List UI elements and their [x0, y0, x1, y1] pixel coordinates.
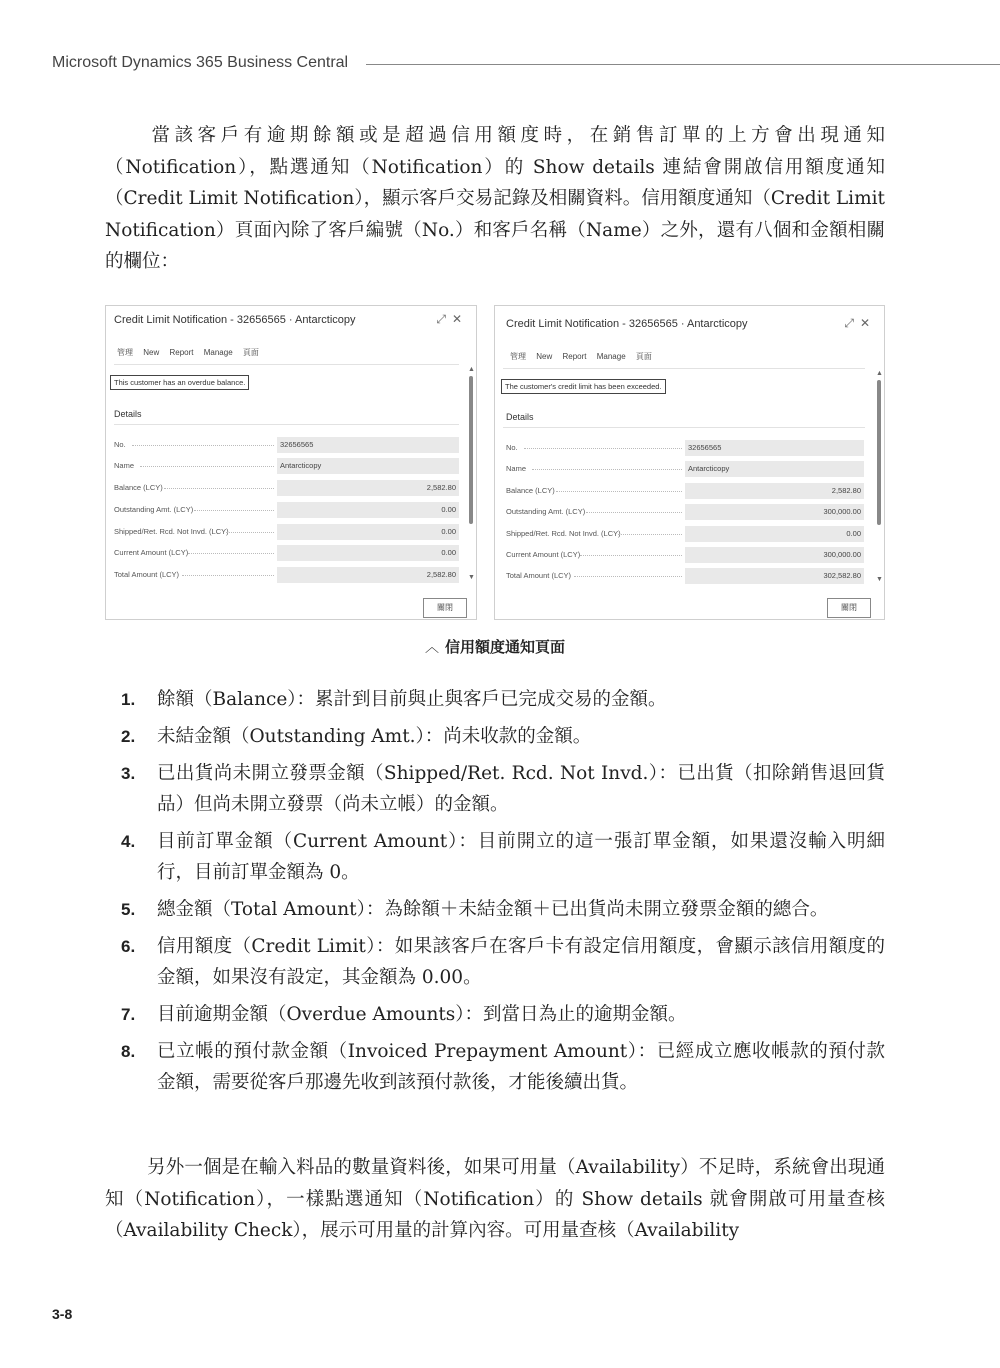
- list-text: 已出貨尚未開立發票金額（Shipped/Ret. Rcd. Not Invd.）：已出貨（扣除銷售退回貨品）但尚未開立發票（尚未立帳）的金額。: [157, 763, 885, 815]
- list-item: [105, 826, 885, 888]
- field-label: Shipped/Ret. Rcd. Not Invd. (LCY): [114, 527, 229, 536]
- scroll-up-arrow[interactable]: ▲: [468, 366, 475, 373]
- list-number: 3.: [121, 764, 136, 783]
- field-label: Outstanding Amt. (LCY): [506, 507, 586, 516]
- field-value: 300,000.00: [685, 547, 864, 563]
- caption-text: 信用額度通知頁面: [444, 638, 565, 656]
- figure-caption: [0, 636, 990, 657]
- list-text: 目前逾期金額（Overdue Amounts）：到當日為止的逾期金額。: [157, 1004, 687, 1025]
- list-item: [105, 758, 885, 820]
- field-row: [114, 458, 459, 474]
- close-button[interactable]: 關閉: [423, 598, 467, 618]
- closing-paragraph: [105, 1152, 885, 1247]
- dialog-title: Credit Limit Notification - 32656565 · Antarcticopy: [114, 314, 356, 326]
- intro-paragraph: [105, 120, 885, 278]
- menu-item-manage-zh[interactable]: 管理: [510, 352, 526, 361]
- menu-item-manage[interactable]: Manage: [596, 352, 626, 361]
- list-number: 6.: [121, 937, 136, 956]
- field-row: [506, 504, 864, 520]
- list-text: 總金額（Total Amount）：為餘額＋未結金額＋已出貨尚未開立發票金額的總合。: [157, 899, 829, 920]
- field-label: Total Amount (LCY): [506, 571, 572, 580]
- list-item: [105, 999, 885, 1030]
- menu-item-manage-zh[interactable]: 管理: [117, 348, 133, 357]
- close-icon[interactable]: ✕: [451, 312, 462, 326]
- menu-item-manage[interactable]: Manage: [203, 348, 233, 357]
- field-value: 302,582.80: [685, 568, 864, 584]
- field-label: Total Amount (LCY): [114, 570, 180, 579]
- field-label: Current Amount (LCY): [114, 548, 189, 557]
- field-value: 0.00: [277, 502, 459, 518]
- field-row: [114, 480, 459, 496]
- dialog-title: Credit Limit Notification - 32656565 · Antarcticopy: [506, 318, 748, 330]
- caption-marker: ︿: [424, 640, 439, 656]
- expand-icon[interactable]: ⤢: [436, 312, 446, 326]
- scroll-down-arrow[interactable]: ▼: [876, 576, 883, 583]
- field-row: [114, 502, 459, 518]
- list-item: [105, 721, 885, 752]
- screenshot-overdue: [105, 305, 477, 620]
- details-heading: Details: [506, 412, 534, 422]
- list-item: [105, 894, 885, 925]
- list-text: 未結金額（Outstanding Amt.）：尚未收款的金額。: [157, 726, 592, 747]
- field-value: 2,582.80: [685, 483, 864, 499]
- field-row: [114, 567, 459, 583]
- list-number: 7.: [121, 1005, 136, 1024]
- field-label: Current Amount (LCY): [506, 550, 581, 559]
- running-header: Microsoft Dynamics 365 Business Central: [52, 54, 349, 71]
- field-value: 32656565: [277, 437, 459, 453]
- list-text: 餘額（Balance）：累計到目前與止與客戶已完成交易的金額。: [157, 689, 667, 710]
- field-row: [506, 547, 864, 563]
- menu-item-report[interactable]: Report: [169, 348, 194, 357]
- menu-item-report[interactable]: Report: [562, 352, 587, 361]
- field-label: Name: [506, 464, 527, 473]
- field-label: No.: [114, 440, 126, 449]
- scrollbar[interactable]: [469, 376, 473, 524]
- list-text: 目前訂單金額（Current Amount）：目前開立的這一張訂單金額，如果還沒輸入明細行，目前訂單金額為 0。: [157, 831, 885, 883]
- action-menu: [510, 351, 660, 362]
- field-label: Shipped/Ret. Rcd. Not Invd. (LCY): [506, 529, 621, 538]
- menu-item-new[interactable]: New: [536, 352, 553, 361]
- action-menu: [117, 347, 267, 358]
- field-value: 0.00: [685, 526, 864, 542]
- field-label: Balance (LCY): [506, 486, 555, 495]
- list-number: 2.: [121, 727, 136, 746]
- divider: [114, 364, 459, 365]
- details-heading: Details: [114, 409, 142, 419]
- field-label: Outstanding Amt. (LCY): [114, 505, 194, 514]
- field-value: 32656565: [685, 440, 864, 456]
- field-value: Antarcticopy: [277, 458, 459, 474]
- field-label: Balance (LCY): [114, 483, 163, 492]
- field-row: [506, 440, 864, 456]
- list-item: [105, 684, 885, 715]
- field-value: 0.00: [277, 524, 459, 540]
- expand-icon[interactable]: ⤢: [844, 316, 854, 330]
- field-row: [506, 461, 864, 477]
- field-row: [506, 483, 864, 499]
- field-row: [114, 545, 459, 561]
- scroll-down-arrow[interactable]: ▼: [468, 574, 475, 581]
- closing-text: 另外一個是在輸入料品的數量資料後，如果可用量（Availability）不足時，系統會出現通知（Notification），一樣點選通知（Notification）的 Show details 就會開啟可用量查核（Availability Check），展示可用量的計算內容。可用量查核（Availability: [105, 1157, 885, 1241]
- field-label: No.: [506, 443, 518, 452]
- list-number: 8.: [121, 1042, 136, 1061]
- divider: [503, 427, 865, 428]
- list-item: [105, 1036, 885, 1098]
- field-row: [506, 526, 864, 542]
- notification-banner: This customer has an overdue balance.: [110, 375, 249, 390]
- menu-item-page[interactable]: 頁面: [242, 348, 259, 357]
- close-button[interactable]: 關閉: [827, 598, 871, 618]
- field-value: Antarcticopy: [685, 461, 864, 477]
- header-rule: [366, 64, 1000, 65]
- screenshot-credit-exceeded: [494, 305, 885, 620]
- field-value: 300,000.00: [685, 504, 864, 520]
- menu-item-new[interactable]: New: [143, 348, 160, 357]
- close-icon[interactable]: ✕: [859, 316, 870, 330]
- field-value: 2,582.80: [277, 567, 459, 583]
- field-row: [114, 524, 459, 540]
- menu-item-page[interactable]: 頁面: [635, 352, 652, 361]
- intro-text: 當該客戶有逾期餘額或是超過信用額度時，在銷售訂單的上方會出現通知（Notification），點選通知（Notification）的 Show details 連結會開啟信用額度通知（Credit Limit Notification），顯示客戶交易記錄及相關資料。信用額度通知（Credit Limit Notification）頁面內除了客戶編號（No.）和客戶名稱（Name）之外，還有八個和金額相關的欄位：: [105, 125, 885, 272]
- list-text: 信用額度（Credit Limit）：如果該客戶在客戶卡有設定信用額度，會顯示該信用額度的金額，如果沒有設定，其金額為 0.00。: [157, 936, 885, 988]
- notification-banner: The customer's credit limit has been exceeded.: [501, 379, 666, 394]
- field-row: [506, 568, 864, 584]
- field-list: [105, 684, 885, 1104]
- list-number: 1.: [121, 690, 136, 709]
- scrollbar[interactable]: [877, 380, 881, 525]
- field-row: [114, 437, 459, 453]
- list-item: [105, 931, 885, 993]
- list-number: 5.: [121, 900, 136, 919]
- page-number: 3-8: [52, 1306, 73, 1322]
- field-value: 0.00: [277, 545, 459, 561]
- field-label: Name: [114, 461, 135, 470]
- list-number: 4.: [121, 832, 136, 851]
- divider: [114, 424, 459, 425]
- divider: [503, 368, 865, 369]
- scroll-up-arrow[interactable]: ▲: [876, 370, 883, 377]
- list-text: 已立帳的預付款金額（Invoiced Prepayment Amount）：已經成立應收帳款的預付款金額，需要從客戶那邊先收到該預付款後，才能後續出貨。: [157, 1041, 885, 1093]
- field-value: 2,582.80: [277, 480, 459, 496]
